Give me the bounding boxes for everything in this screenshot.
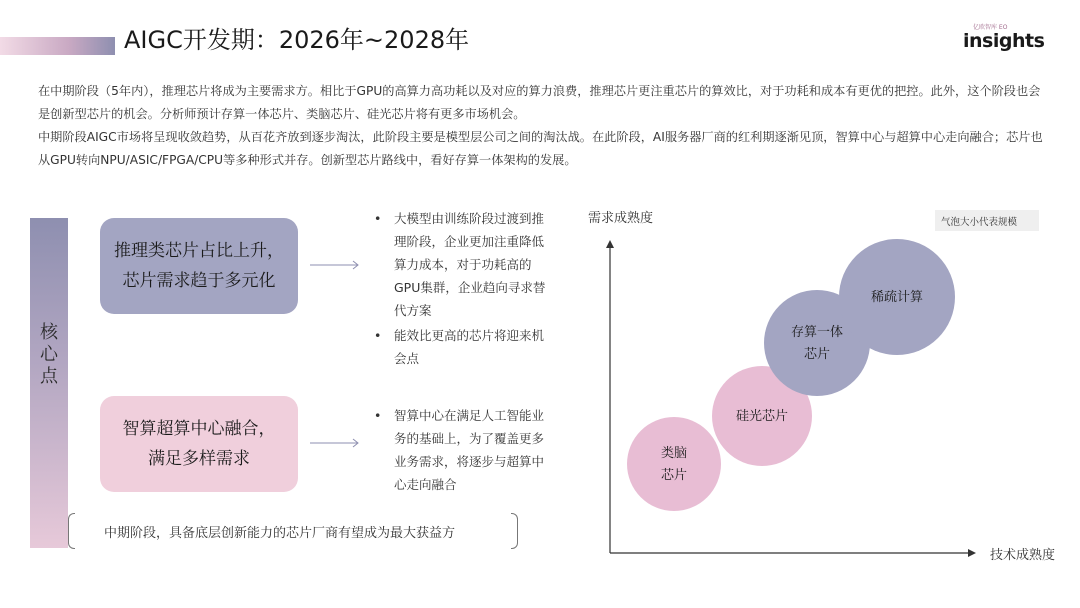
bubble-3-label-1: 存算一体 — [790, 325, 844, 340]
bubble-3-label-2: 芯片 — [803, 347, 831, 362]
arrow-right-icon — [310, 438, 360, 448]
core-point-1-line-1: 推理类芯片占比上升， — [114, 241, 284, 261]
logo-small-text: 亿欧智库 EO — [973, 24, 1008, 31]
side-label-char-3: 点 — [40, 366, 58, 387]
core-point-1-line-2: 芯片需求趋于多元化 — [122, 271, 276, 291]
bullet-item: • 大模型由训练阶段过渡到推理阶段，企业更加注重降低算力成本，对于功耗高的GPU集群，企业趋向寻求替代方案 — [374, 207, 554, 322]
core-point-2-line-1: 智算超算中心融合， — [122, 419, 276, 439]
insights-logo — [963, 22, 1053, 56]
bracket-left — [68, 513, 75, 549]
bubble-1 — [627, 417, 721, 511]
side-label-char-2: 心 — [40, 344, 58, 365]
core-point-2-bullets — [374, 404, 554, 498]
bubble-4-label-1: 稀疏计算 — [870, 290, 924, 305]
bubble-1-label-1: 类脑 — [660, 446, 688, 461]
bottom-note — [68, 513, 518, 547]
bullet-item: • 智算中心在满足人工智能业务的基础上，为了覆盖更多业务需求，将逐步与超算中心走向融合 — [374, 404, 554, 496]
y-axis-arrow-icon — [606, 240, 614, 248]
bullet-item: • 能效比更高的芯片将迎来机会点 — [374, 324, 554, 370]
bottom-note-text: 中期阶段，具备底层创新能力的芯片厂商有望成为最大获益方 — [104, 526, 456, 541]
core-point-2-line-2: 满足多样需求 — [148, 449, 250, 469]
arrow-right-icon — [310, 260, 360, 270]
side-label-char-1: 核 — [40, 322, 58, 343]
bubble-1-label-2: 芯片 — [660, 468, 688, 483]
core-points-side-label — [30, 218, 68, 548]
x-axis-arrow-icon — [968, 549, 976, 557]
bubble-2-label-1: 硅光芯片 — [735, 409, 789, 424]
core-point-1-bullets — [374, 207, 554, 372]
core-point-box-inference — [100, 218, 298, 314]
core-point-box-computing-center — [100, 396, 298, 492]
page-title: AIGC开发期：2026年~2028年 — [124, 26, 470, 54]
bubble-group — [627, 239, 955, 511]
bubble-chart — [570, 198, 1070, 578]
side-label-text — [30, 322, 68, 388]
intro-paragraph-2: 中期阶段AIGC市场将呈现收敛趋势，从百花齐放到逐步淘汰，此阶段主要是模型层公司之间的淘汰战。在此阶段，AI服务器厂商的红利期逐渐见顶，智算中心与超算中心走向融合；芯片也从GPU转向NPU/ASIC/FPGA/CPU等多种形式并存。创新型芯片路线中，看好存算一体架构的发展。 — [38, 130, 1043, 167]
bracket-right — [511, 513, 518, 549]
logo-wordmark: insights — [963, 30, 1045, 52]
intro-paragraph-1: 在中期阶段（5年内），推理芯片将成为主要需求方。相比于GPU的高算力高功耗以及对应的算力浪费，推理芯片更注重芯片的算效比，对于功耗和成本有更优的把控。此外，这个阶段也会是创新型芯片的机会。分析师预计存算一体芯片、类脑芯片、硅光芯片将有更多市场机会。 — [38, 84, 1041, 121]
title-accent-bar — [0, 37, 115, 55]
y-axis-label: 需求成熟度 — [588, 211, 654, 226]
x-axis-label: 技术成熟度 — [990, 548, 1056, 563]
legend-note: 气泡大小代表规模 — [941, 217, 1018, 228]
intro-text — [38, 80, 1048, 172]
